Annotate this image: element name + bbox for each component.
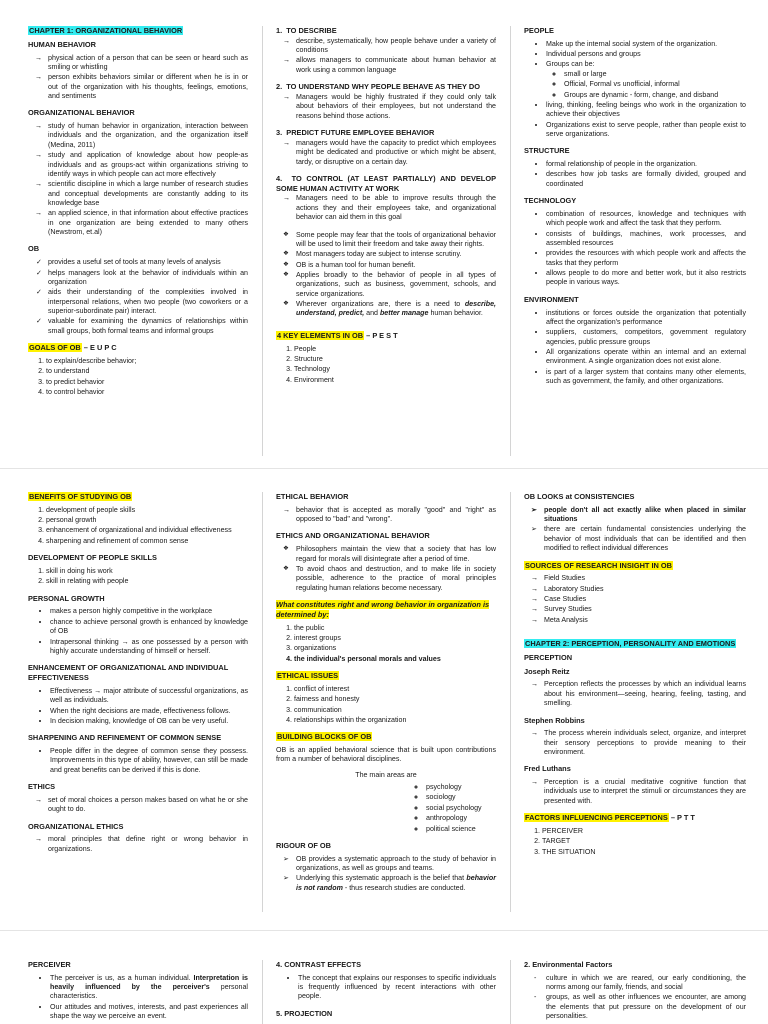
list-item: ➢ OB provides a systematic approach to the study of behavior in organizations, as well as groups and teams. — [296, 855, 496, 874]
list-item: ❖ OB is a human tool for human benefit. — [296, 261, 496, 270]
ob-list — [28, 258, 248, 336]
list-item: • is part of a larger system that contains many other elements, such as government, the family, and other organizations. — [546, 368, 746, 387]
list-item: → Case Studies — [544, 595, 746, 604]
ethical-behavior-heading: ETHICAL BEHAVIOR — [276, 492, 349, 501]
org-behavior-list — [28, 122, 248, 237]
list-item: • formal relationship of people in the organization. — [546, 160, 746, 169]
list-item: ❖ To avoid chaos and destruction, and to make life in society possible, adherence to the practice of moral principles regulating human relations become necessary. — [296, 565, 496, 593]
list-item: • chance to achieve personal growth is enhanced by knowledge of OB — [50, 618, 248, 637]
goal-4-heading: 4. TO CONTROL (AT LEAST PARTIALLY) AND DEVELOP SOME HUMAN ACTIVITY AT WORK — [276, 173, 496, 193]
org-behavior-heading: ORGANIZATIONAL BEHAVIOR — [28, 108, 135, 118]
reitz-list — [524, 680, 746, 708]
page-3-column-3 — [510, 960, 760, 1024]
projection-heading: 5. PROJECTION — [276, 1008, 333, 1018]
robbins-list — [524, 729, 746, 757]
people-heading: PEOPLE — [524, 26, 554, 35]
ethical-issues-list — [276, 685, 496, 725]
benefits-heading: BENEFITS OF STUDYING OB — [29, 492, 132, 501]
ob-heading: OB — [28, 244, 40, 254]
list-item: ✓ valuable for examining the dynamics of relationships within small groups, both formal teams and informal groups — [48, 317, 248, 336]
page-1-column-2 — [262, 26, 510, 456]
list-item: ◦ Groups are dynamic - form, change, and disband — [564, 91, 746, 100]
page-3 — [0, 960, 768, 1024]
list-item: → an applied science, in that information about effective practices in one organization are being extended to many others (Newstrom, et.al) — [48, 209, 248, 237]
effectiveness-list — [28, 687, 248, 726]
what-constitutes-heading: What constitutes right and wrong behavior in organization is determined by: — [276, 600, 490, 619]
list-item: • makes a person highly competitive in the workplace — [50, 607, 248, 616]
notes-list — [276, 231, 496, 319]
list-item: 2. Structure — [294, 355, 496, 364]
consistencies-heading: OB LOOKS at CONSISTENCIES — [524, 492, 635, 501]
structure-heading: STRUCTURE — [524, 146, 570, 156]
factors-heading: FACTORS INFLUENCING PERCEPTIONS – P T T — [525, 813, 695, 823]
environment-heading: ENVIRONMENT — [524, 294, 579, 304]
list-item: • Make up the internal social system of the organization. — [546, 40, 746, 49]
building-blocks-heading: BUILDING BLOCKS OF OB — [277, 732, 372, 742]
list-item: ❖ Wherever organizations are, there is a need to describe, understand, predict, and better manage human behavior. — [296, 300, 496, 319]
list-item: → scientific discipline in which a large number of research studies and conceptual developments are constantly adding to its knowledge base — [48, 180, 248, 208]
environmental-factors-list — [524, 974, 746, 1022]
human-behavior-list — [28, 54, 248, 102]
environment-list — [524, 309, 746, 387]
list-item: 2. interest groups — [294, 634, 496, 643]
list-item: 2. fairness and honesty — [294, 695, 496, 704]
ethics-ob-list — [276, 545, 496, 593]
robbins-heading: Stephen Robbins — [524, 715, 585, 725]
people-list — [524, 40, 746, 140]
goal-1-heading: 1. TO DESCRIBE — [276, 26, 337, 35]
list-item: → allows managers to communicate about human behavior at work using a common language — [296, 56, 496, 75]
list-item: ◦ psychology — [426, 783, 496, 792]
list-item: 1. development of people skills — [46, 506, 248, 515]
factors-list — [524, 827, 746, 857]
page-2-column-3 — [510, 492, 760, 912]
page-3-column-1 — [14, 960, 262, 1024]
ethics-ob-heading: ETHICS AND ORGANIZATIONAL BEHAVIOR — [276, 531, 430, 541]
list-item: • When the right decisions are made, effectiveness follows. — [50, 707, 248, 716]
list-item: → Meta Analysis — [544, 616, 746, 625]
effectiveness-heading: ENHANCEMENT OF ORGANIZATIONAL AND INDIVIDUAL EFFECTIVENESS — [28, 663, 229, 683]
ethical-behavior-list — [276, 506, 496, 525]
list-item: • Our attitudes and motives, interests, and past experiences all shape the way we perceive an event. — [50, 1003, 248, 1022]
list-item: ✓ helps managers look at the behavior of individuals within an organization — [48, 269, 248, 288]
list-item: ❖ Applies broadly to the behavior of people in all types of organizations, such as business, government, schools, and service organizations. — [296, 271, 496, 299]
page-separator — [0, 468, 768, 469]
list-item: 2. to understand — [46, 367, 248, 376]
goals-list — [28, 357, 248, 397]
human-behavior-heading: HUMAN BEHAVIOR — [28, 39, 97, 49]
areas-list — [426, 783, 496, 834]
list-item: → moral principles that define right or wrong behavior in organizations. — [48, 835, 248, 854]
org-ethics-list — [28, 835, 248, 854]
environmental-factors-heading: 2. Environmental Factors — [524, 960, 613, 969]
list-item: ✓ provides a useful set of tools at many levels of analysis — [48, 258, 248, 267]
list-item: 1. skill in doing his work — [46, 567, 248, 576]
sources-list — [524, 574, 746, 625]
building-blocks-text: OB is an applied behavioral science that is built upon contributions from a number of behavioral disciplines. — [276, 745, 496, 764]
personal-growth-heading: PERSONAL GROWTH — [28, 593, 105, 603]
list-item: → person exhibits behaviors similar or different when he is in or out of the organization with his thoughts, feelings, emotions, and sentiments — [48, 73, 248, 101]
page-1 — [0, 26, 768, 456]
list-item: • Groups can be: ◦ small or large ◦ Official, Formal vs unofficial, informal ◦ Groups are dynamic - form, change, and disband — [546, 60, 746, 99]
people-skills-list — [28, 567, 248, 587]
contrast-effects-list — [276, 974, 496, 1002]
rigour-list — [276, 855, 496, 893]
list-item: → study and application of knowledge about how people-as individuals and as groups-act within organizations striving to identify ways in which people can act more effectively — [48, 151, 248, 179]
list-item: • The perceiver is us, as a human individual. Interpretation is heavily influenced by the perceiver's personal characteristics. — [50, 974, 248, 1002]
list-item: → Survey Studies — [544, 605, 746, 614]
list-item: • living, thinking, feeling beings who work in the organization to achieve their objectives — [546, 101, 746, 120]
what-constitutes-list — [276, 624, 496, 664]
list-item: ◦ small or large — [564, 70, 746, 79]
list-item: 4. the individual's personal morals and values — [294, 655, 496, 664]
list-item: ❖ Philosophers maintain the view that a society that has low regard for morals will disintegrate after a period of time. — [296, 545, 496, 564]
consistencies-list — [524, 506, 746, 554]
reitz-heading: Joseph Reitz — [524, 666, 570, 676]
list-item: - culture in which we are reared, our early conditioning, the norms among our family, friends, and social — [546, 974, 746, 993]
page-3-column-2 — [262, 960, 510, 1024]
ethics-list — [28, 796, 248, 815]
list-item: • All organizations operate within an internal and an external environment. A single organization does not exist alone. — [546, 348, 746, 367]
page-2-column-2 — [262, 492, 510, 912]
technology-list — [524, 210, 746, 288]
list-item: → Field Studies — [544, 574, 746, 583]
list-item: → describe, systematically, how people behave under a variety of conditions — [296, 37, 496, 56]
list-item: → study of human behavior in organization, interaction between individuals and the organization, and the organization itself (Medina, 2011) — [48, 122, 248, 150]
page-2 — [0, 492, 768, 912]
list-item: • People differ in the degree of common sense they possess. Improvements in this type of ability, however, can still be made and great benefits can be derived if this is done. — [50, 747, 248, 775]
list-item: ◦ sociology — [426, 793, 496, 802]
list-item: • provides the resources with which people work and affects the tasks that they perform — [546, 249, 746, 268]
list-item: 3. organizations — [294, 644, 496, 653]
list-item: 3. to predict behavior — [46, 378, 248, 387]
chapter-1-title: CHAPTER 1: ORGANIZATIONAL BEHAVIOR — [29, 26, 183, 35]
list-item: ➢ people don't all act exactly alike when placed in similar situations — [544, 506, 746, 525]
list-item: → physical action of a person that can be seen or heard such as smiling or whistling — [48, 54, 248, 73]
list-item: 3. THE SITUATION — [542, 848, 746, 857]
list-item: 2. personal growth — [46, 516, 248, 525]
list-item: ◦ social psychology — [426, 804, 496, 813]
benefits-list — [28, 506, 248, 546]
perceiver-heading: PERCEIVER — [28, 960, 71, 969]
list-item: → Perception reflects the processes by which an individual learns about his environment—seeing, hearing, feeling, tasting, and smelling. — [544, 680, 746, 708]
list-item: → set of moral choices a person makes based on what he or she ought to do. — [48, 796, 248, 815]
key-elements-list — [276, 345, 496, 385]
list-item: 1. the public — [294, 624, 496, 633]
goal-2-list — [276, 93, 496, 121]
list-item: • Effectiveness → major attribute of successful organizations, as well as individuals. — [50, 687, 248, 706]
list-item: → Laboratory Studies — [544, 585, 746, 594]
list-item: → Perception is a crucial meditative cognitive function that individuals use to interpret the stimuli or circumstances they are presented with. — [544, 778, 746, 806]
luthans-heading: Fred Luthans — [524, 764, 571, 774]
goal-3-list — [276, 139, 496, 167]
list-item: • Intrapersonal thinking → as one possessed by a person with highly accurate understanding of himself or herself. — [50, 638, 248, 657]
luthans-list — [524, 778, 746, 806]
contrast-effects-heading: 4. CONTRAST EFFECTS — [276, 960, 361, 969]
list-item: 1. PERCEIVER — [542, 827, 746, 836]
list-item: 3. communication — [294, 706, 496, 715]
goals-heading: GOALS OF OB – E U P C — [29, 343, 117, 353]
page-1-column-3 — [510, 26, 760, 456]
list-item: ➢ there are certain fundamental consistencies underlying the behavior of most individuals that can be identified and then modified to reflect individual differences — [544, 525, 746, 553]
list-item: ❖ Some people may fear that the tools of organizational behavior will be used to limit their freedom and take away their rights. — [296, 231, 496, 250]
list-item: → Managers would be highly frustrated if they could only talk about behaviors of their employees, but not understand the reasons behind those actions. — [296, 93, 496, 121]
list-item: 1. conflict of interest — [294, 685, 496, 694]
list-item: 2. skill in relating with people — [46, 577, 248, 586]
list-item: → The process wherein individuals select, organize, and interpret their sensory perceptions to provide meaning to their environment. — [544, 729, 746, 757]
org-ethics-heading: ORGANIZATIONAL ETHICS — [28, 821, 124, 831]
list-item: 4. sharpening and refinement of common sense — [46, 537, 248, 546]
page-separator — [0, 930, 768, 931]
key-elements-heading: 4 KEY ELEMENTS IN OB – P E S T — [277, 330, 398, 340]
list-item: → managers would have the capacity to predict which employees might be dedicated and productive or which might be absent, tardy, or disruptive on a certain day. — [296, 139, 496, 167]
perceiver-list — [28, 974, 248, 1022]
list-item: 4. relationships within the organization — [294, 716, 496, 725]
list-item: 4. Environment — [294, 376, 496, 385]
list-item: • allows people to do more and better work, but it also restricts people in various ways. — [546, 269, 746, 288]
list-item: • Organizations exist to serve people, rather than people exist to serve organizations. — [546, 121, 746, 140]
goal-3-heading: 3. PREDICT FUTURE EMPLOYEE BEHAVIOR — [276, 128, 435, 138]
people-skills-heading: DEVELOPMENT OF PEOPLE SKILLS — [28, 553, 157, 563]
page-2-column-1 — [14, 492, 262, 912]
list-item: ◦ Official, Formal vs unofficial, informal — [564, 80, 746, 89]
list-item: ❖ Most managers today are subject to intense scrutiny. — [296, 250, 496, 259]
page-1-column-1 — [14, 26, 262, 456]
list-item: • combination of resources, knowledge and techniques with which people work and affect the task that they perform. — [546, 210, 746, 229]
list-item: • describes how job tasks are formally divided, grouped and coordinated — [546, 170, 746, 189]
technology-heading: TECHNOLOGY — [524, 196, 577, 206]
goal-1-list — [276, 37, 496, 75]
list-item: 3. enhancement of organizational and individual effectiveness — [46, 526, 248, 535]
list-item: 4. to control behavior — [46, 388, 248, 397]
areas-label: The main areas are — [355, 770, 417, 779]
list-item: 1. People — [294, 345, 496, 354]
list-item: • consists of buildings, machines, work processes, and assembled resources — [546, 230, 746, 249]
rigour-heading: RIGOUR OF OB — [276, 840, 332, 850]
perception-heading: PERCEPTION — [524, 652, 573, 662]
goal-2-heading: 2. TO UNDERSTAND WHY PEOPLE BEHAVE AS THEY DO — [276, 82, 480, 92]
list-item: ✓ aids their understanding of the complexities involved in interpersonal relations, when two people (two coworkers or a superior-subordinate pair) interact. — [48, 288, 248, 316]
list-item: 2. TARGET — [542, 837, 746, 846]
list-item: • The concept that explains our responses to specific individuals is frequently influenced by recent interactions with other people. — [298, 974, 496, 1002]
list-item: 3. Technology — [294, 365, 496, 374]
personal-growth-list — [28, 607, 248, 656]
list-item: → Managers need to be able to improve results through the actions they and their employees take, and organizational behavior can aid them in this goal — [296, 194, 496, 222]
goal-4-list — [276, 194, 496, 222]
groups-sublist — [546, 70, 746, 100]
list-item: ◦ political science — [426, 825, 496, 834]
list-item: • institutions or forces outside the organization that potentially affect the organization's performance — [546, 309, 746, 328]
chapter-2-title: CHAPTER 2: PERCEPTION, PERSONALITY AND EMOTIONS — [525, 639, 736, 649]
list-item: ➢ Underlying this systematic approach is the belief that behavior is not random - thus research studies are conducted. — [296, 874, 496, 893]
list-item: • Individual persons and groups — [546, 50, 746, 59]
sources-heading: SOURCES OF RESEARCH INSIGHT IN OB — [525, 560, 673, 570]
structure-list — [524, 160, 746, 189]
list-item: ◦ anthropology — [426, 814, 496, 823]
list-item: 1. to explain/describe behavior; — [46, 357, 248, 366]
list-item: - groups, as well as other influences we encounter, are among the elements that put pressure on the development of our personalities. — [546, 993, 746, 1021]
list-item: • In decision making, knowledge of OB can be very useful. — [50, 717, 248, 726]
list-item: • suppliers, customers, competitors, government regulatory agencies, public pressure groups — [546, 328, 746, 347]
list-item: → behavior that is accepted as morally "good" and "right" as opposed to "bad" and "wrong". — [296, 506, 496, 525]
ethical-issues-heading: ETHICAL ISSUES — [277, 671, 339, 681]
ethics-heading: ETHICS — [28, 782, 56, 792]
common-sense-list — [28, 747, 248, 775]
common-sense-heading: SHARPENING AND REFINEMENT OF COMMON SENSE — [28, 733, 222, 743]
